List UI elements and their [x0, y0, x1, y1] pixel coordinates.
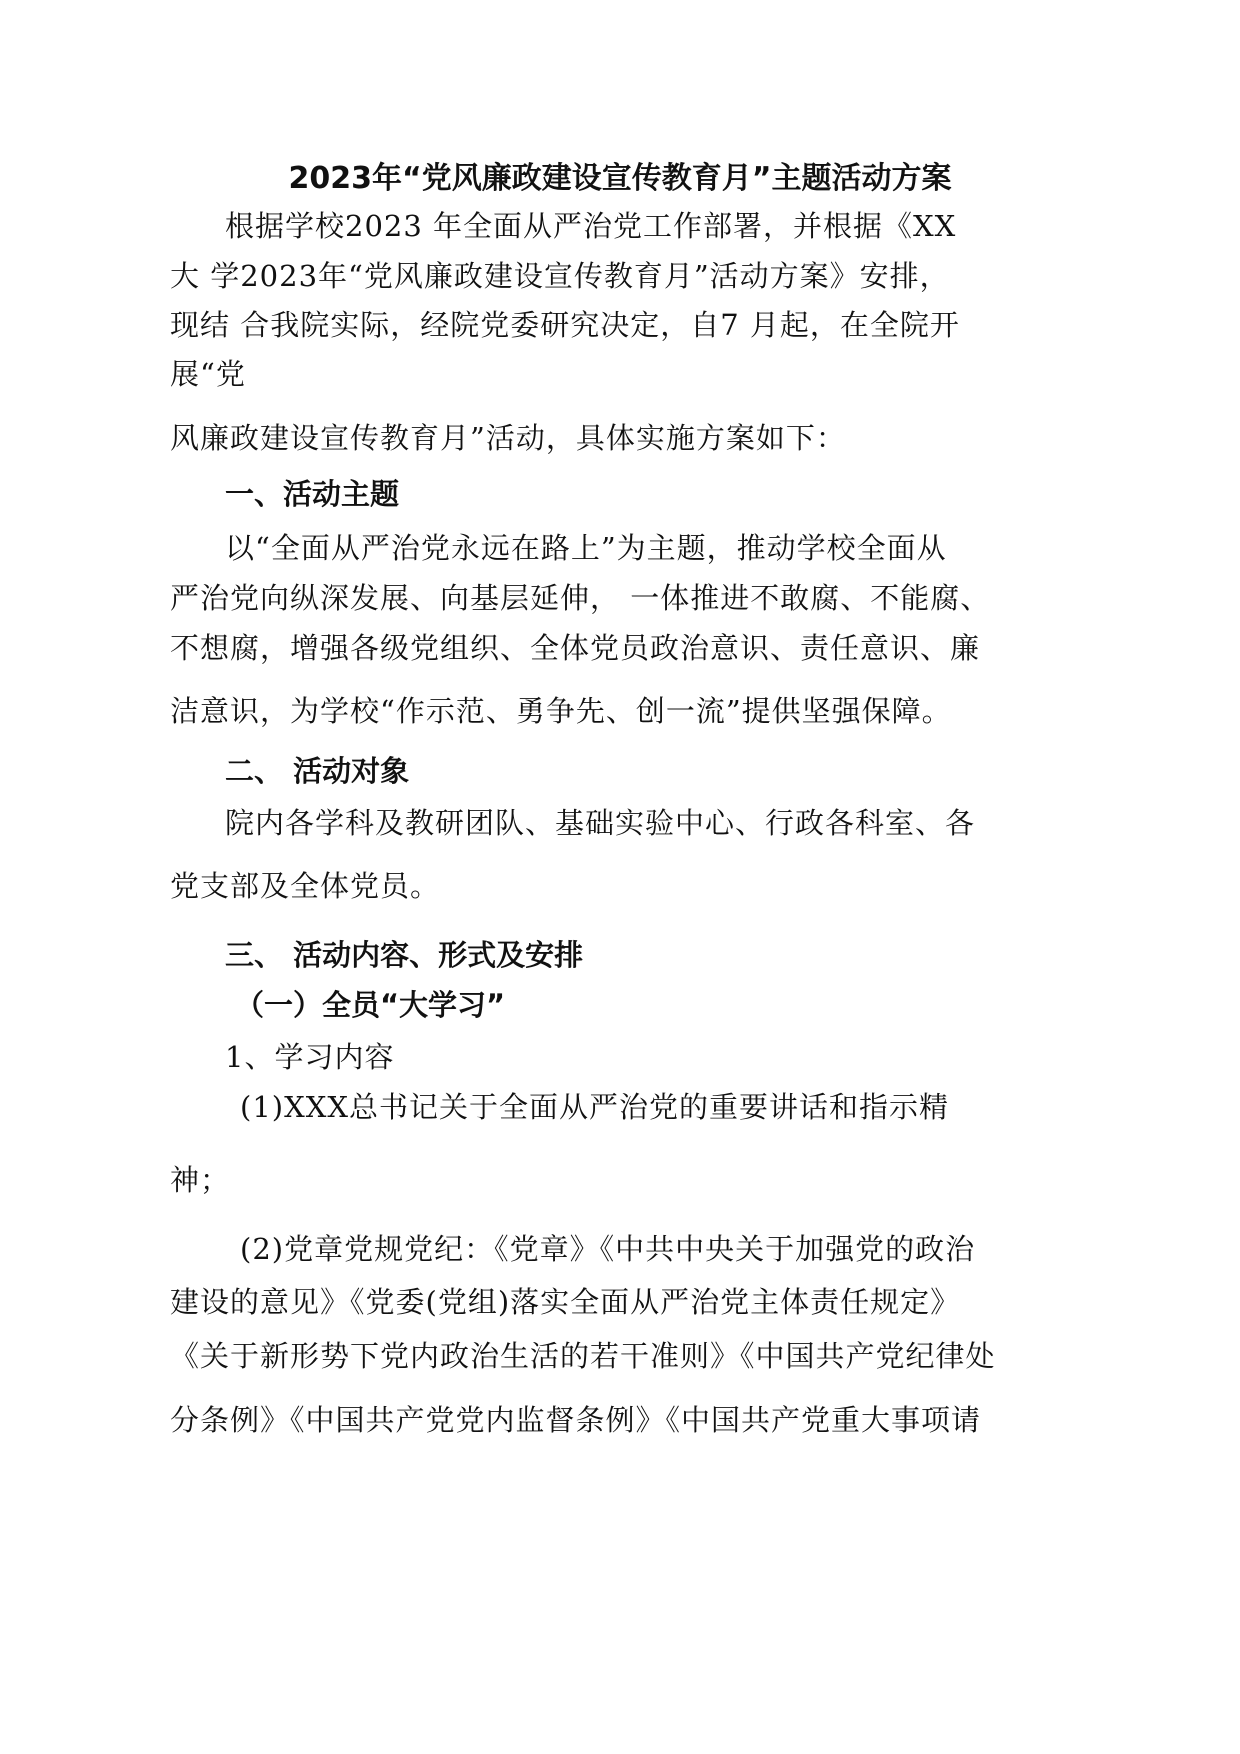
document-title: 2023年“党风廉政建设宣传教育月”主题活动方案	[288, 161, 952, 196]
section-3-line-1: (1)XXX总书记关于全面从严治党的重要讲话和指示精	[240, 1090, 950, 1124]
intro-line-3: 现结 合我院实际，经院党委研究决定，自7 月起，在全院开	[170, 308, 960, 342]
section-1-line-2: 严治党向纵深发展、向基层延伸， 一体推进不敢腐、不能腐、	[170, 581, 991, 615]
intro-line-1: 根据学校2023 年全面从严治党工作部署，并根据《XX	[225, 209, 957, 243]
section-3-line-6: 分条例》《中国共产党党内监督条例》《中国共产党重大事项请	[170, 1403, 982, 1437]
section-3-subheading: （一）全员“大学习”	[235, 988, 506, 1022]
section-3-heading: 三、 活动内容、形式及安排	[225, 938, 584, 972]
section-1-line-4: 洁意识，为学校“作示范、勇争先、创一流”提供坚强保障。	[170, 694, 952, 728]
section-3-line-5: 《关于新形势下党内政治生活的若干准则》《中国共产党纪律处	[170, 1339, 996, 1373]
section-2-line-1: 院内各学科及教研团队、基础实验中心、行政各科室、各	[225, 806, 976, 840]
intro-line-4: 展“党	[170, 357, 246, 391]
section-1-heading: 一、活动主题	[225, 477, 400, 511]
section-3-line-2: 神；	[170, 1163, 231, 1197]
section-1-line-3: 不想腐，增强各级党组织、全体党员政治意识、责任意识、廉	[170, 631, 981, 665]
section-2-line-2: 党支部及全体党员。	[170, 869, 441, 903]
section-3-line-3: (2)党章党规党纪：《党章》《中共中央关于加强党的政治	[240, 1232, 976, 1266]
section-3-item-1: 1、学习内容	[225, 1040, 395, 1074]
section-1-line-1: 以“全面从严治党永远在路上”为主题，推动学校全面从	[225, 531, 947, 565]
intro-line-5: 风廉政建设宣传教育月”活动，具体实施方案如下：	[170, 421, 846, 455]
section-3-line-4: 建设的意见》《党委(党组)落实全面从严治党主体责任规定》	[170, 1285, 961, 1319]
section-2-heading: 二、 活动对象	[225, 754, 410, 788]
intro-line-2: 大 学2023年“党风廉政建设宣传教育月”活动方案》安排，	[170, 259, 950, 293]
